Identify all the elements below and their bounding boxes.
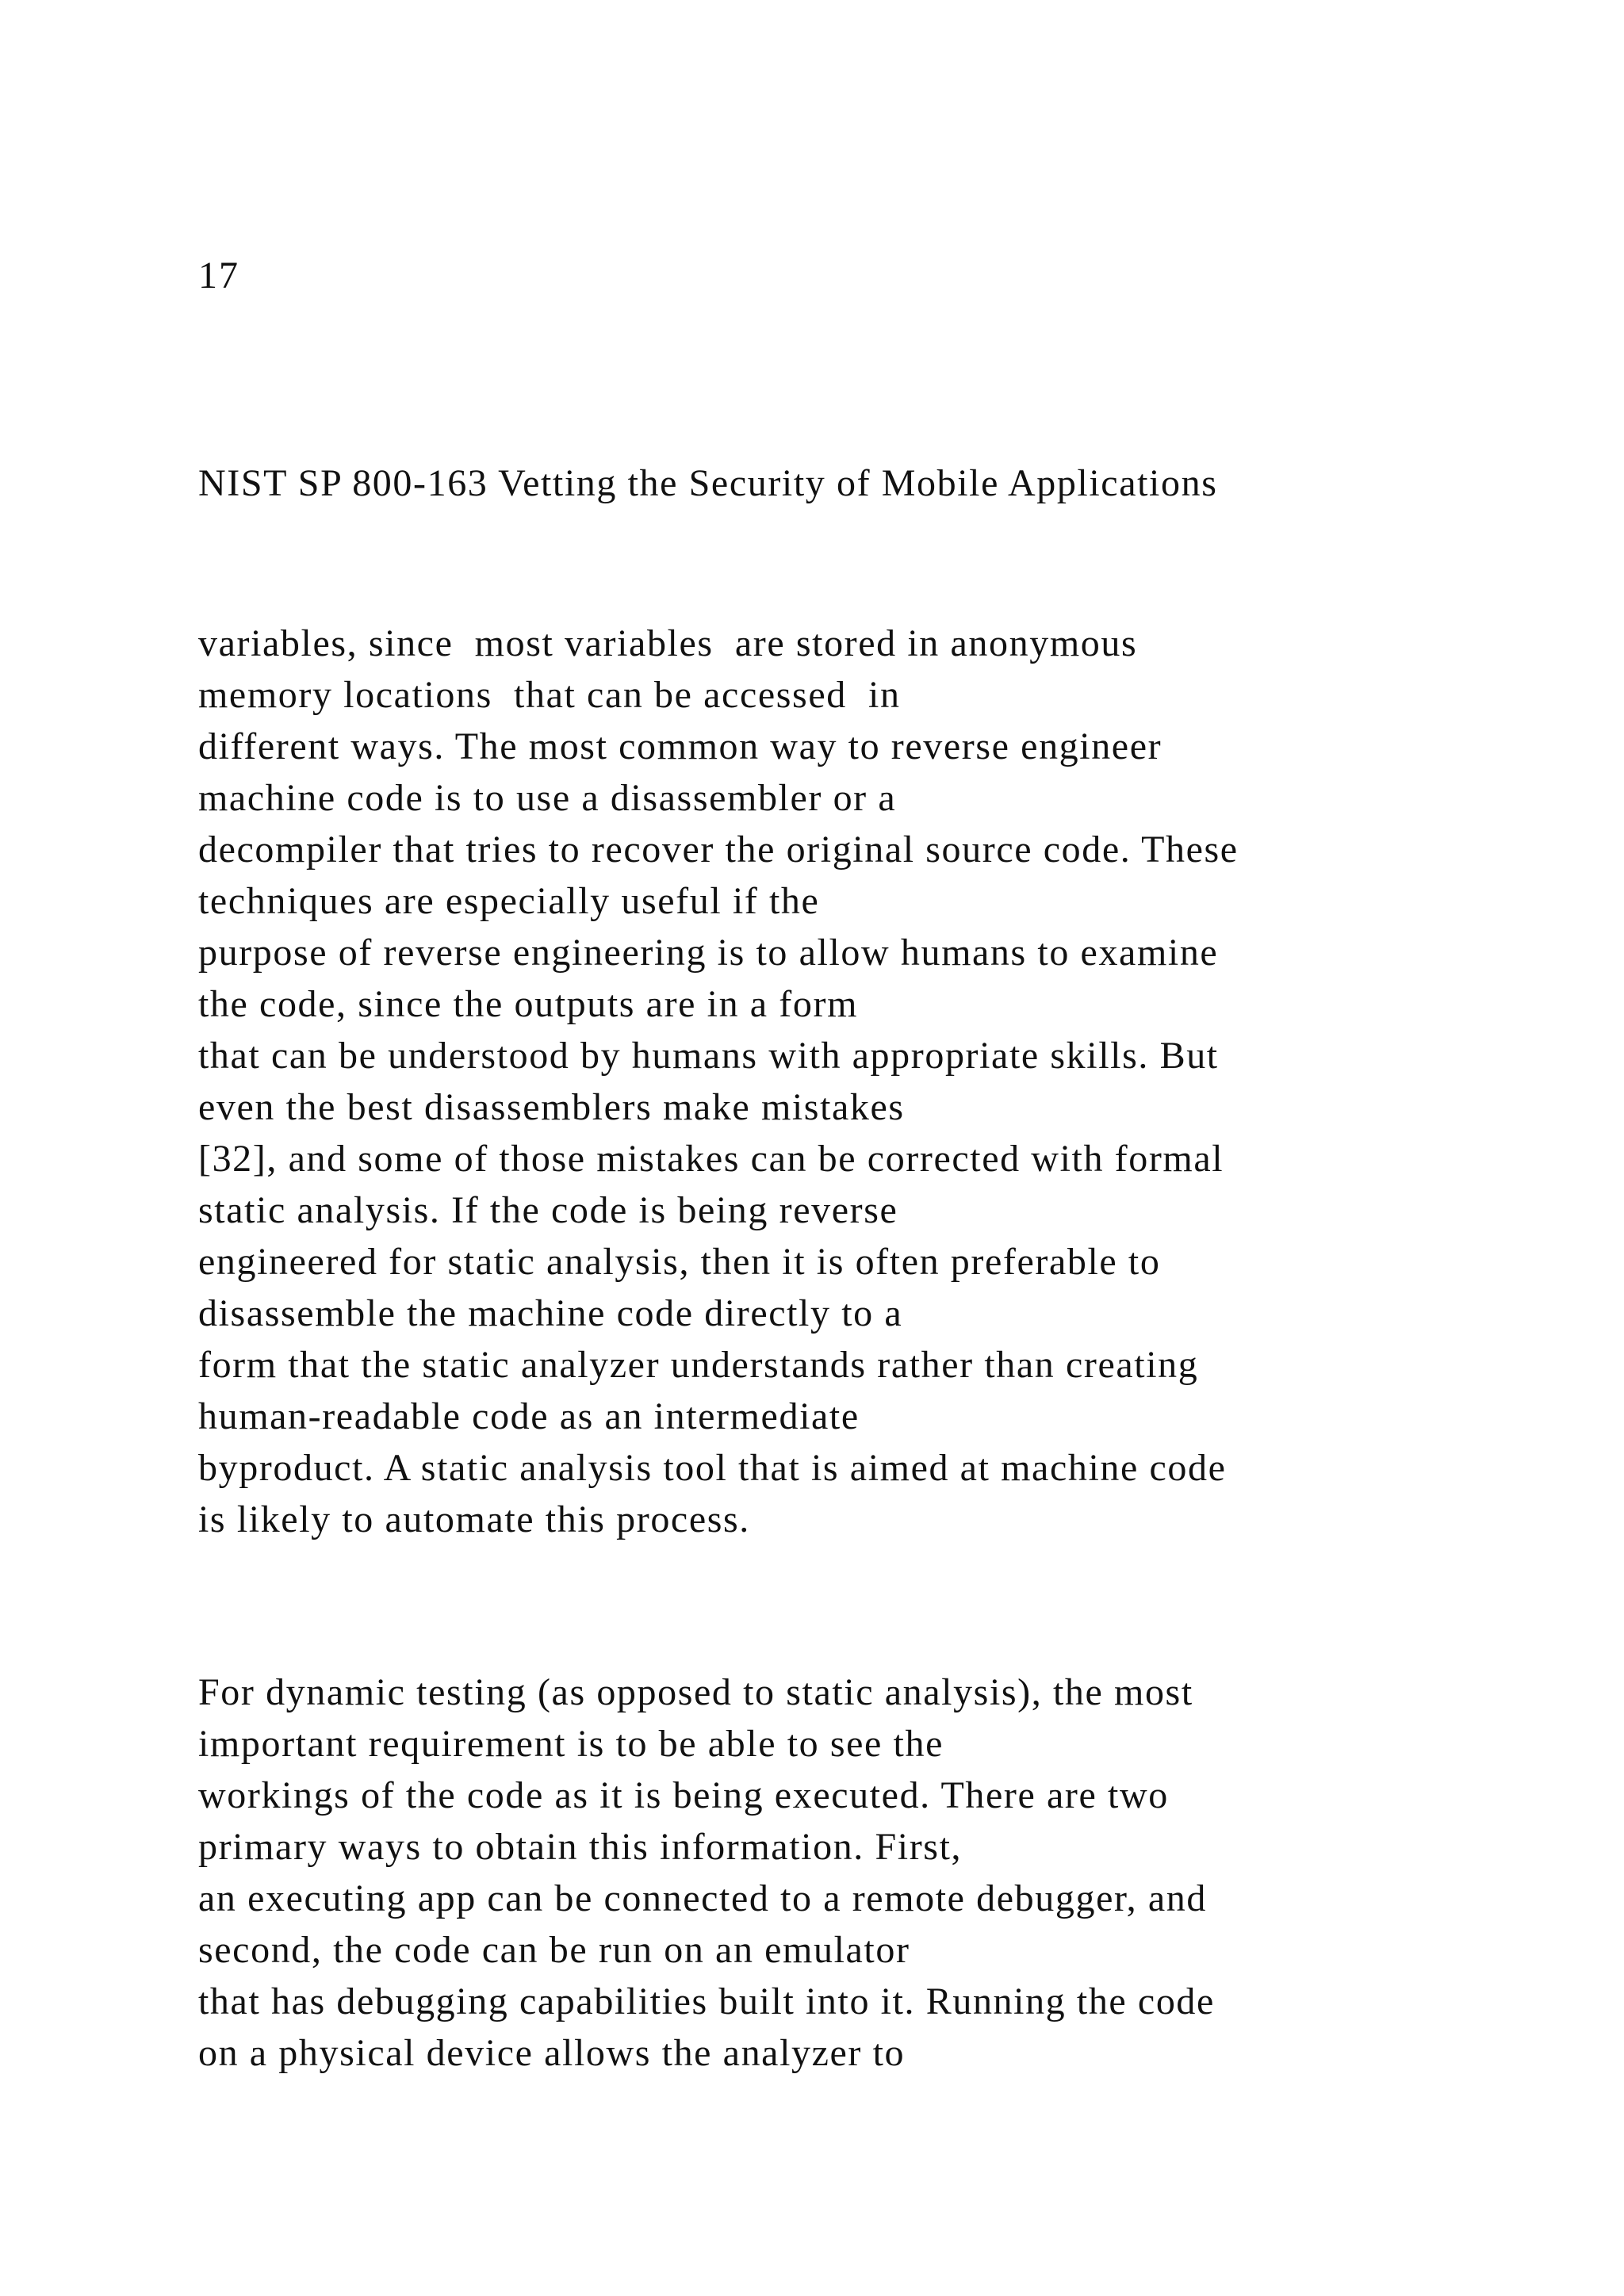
paragraph-line: variables, since most variables are stored in anonymous (198, 622, 1138, 664)
paragraph-line: different ways. The most common way to reverse engineer (198, 725, 1162, 767)
paragraph-line: decompiler that tries to recover the original source code. These (198, 828, 1239, 871)
paragraph-line: byproduct. A static analysis tool that is aimed at machine code (198, 1447, 1227, 1489)
page-number: 17 (198, 254, 239, 297)
paragraph-line: the code, since the outputs are in a form (198, 983, 859, 1025)
paragraph-line: important requirement is to be able to see the (198, 1723, 944, 1765)
paragraph-line: that can be understood by humans with appropriate skills. But (198, 1035, 1219, 1077)
paragraph-line: static analysis. If the code is being reverse (198, 1189, 898, 1231)
paragraph-line: purpose of reverse engineering is to allow humans to examine (198, 932, 1219, 974)
body-paragraph-1 (198, 618, 1562, 1545)
paragraph-line: workings of the code as it is being executed. There are two (198, 1774, 1169, 1816)
body-paragraph-2 (198, 1667, 1562, 2079)
paragraph-line: form that the static analyzer understands rather than creating (198, 1344, 1199, 1386)
paragraph-line: primary ways to obtain this information. First, (198, 1826, 963, 1868)
paragraph-line: engineered for static analysis, then it is often preferable to (198, 1241, 1161, 1283)
paragraph-line: on a physical device allows the analyzer to (198, 2032, 906, 2074)
paragraph-line: that has debugging capabilities built into it. Running the code (198, 1980, 1215, 2022)
paragraph-line: is likely to automate this process. (198, 1498, 750, 1540)
paragraph-line: an executing app can be connected to a remote debugger, and (198, 1877, 1207, 1919)
paragraph-line: techniques are especially useful if the (198, 880, 820, 922)
paragraph-line: second, the code can be run on an emulator (198, 1929, 910, 1971)
paragraph-line: memory locations that can be accessed in (198, 674, 901, 716)
paragraph-line: machine code is to use a disassembler or a (198, 777, 897, 819)
paragraph-line: even the best disassemblers make mistakes (198, 1086, 905, 1128)
paragraph-line: For dynamic testing (as opposed to static analysis), the most (198, 1671, 1193, 1713)
paragraph-line: human-readable code as an intermediate (198, 1395, 860, 1437)
running-header: NIST SP 800-163 Vetting the Security of Mobile Applications (198, 462, 1218, 504)
paragraph-line: disassemble the machine code directly to a (198, 1292, 903, 1334)
paragraph-line: [32], and some of those mistakes can be corrected with formal (198, 1138, 1224, 1180)
